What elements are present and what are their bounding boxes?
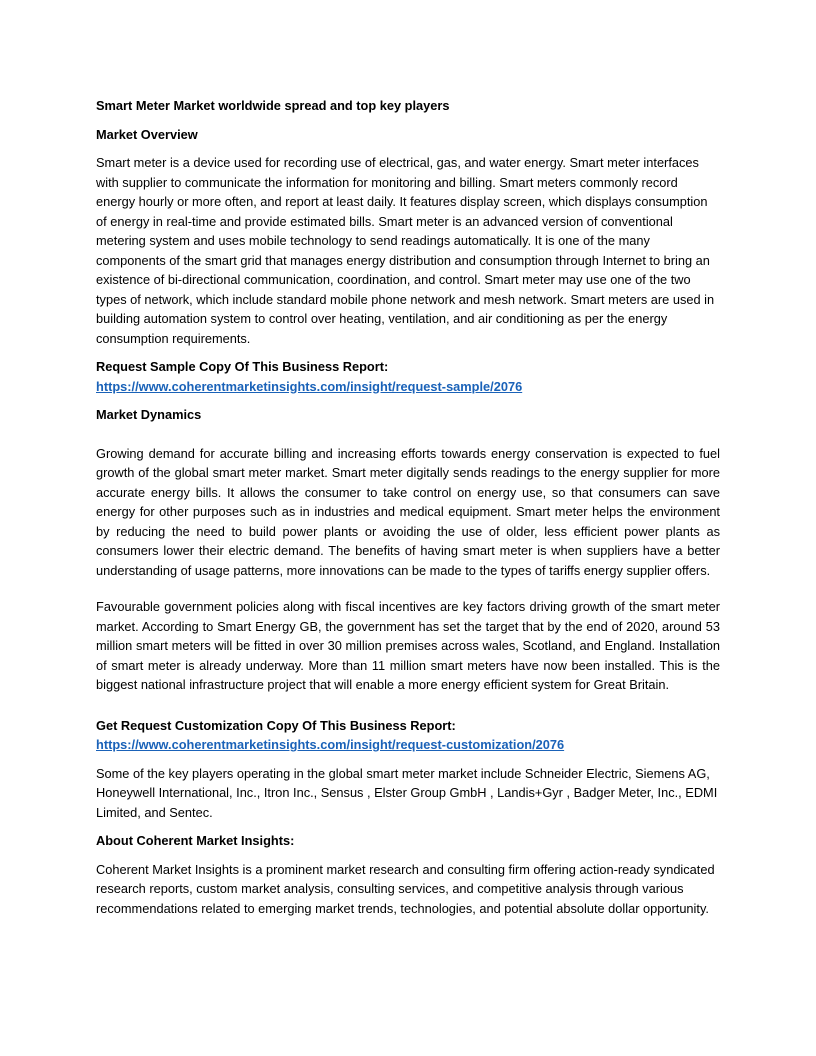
dynamics-paragraph-2: Favourable government policies along with fiscal incentives are key factors driving growth of the smart meter market. According to Smart Energy GB, the government has set the target that by the end of 2020, around 53 million smart meters will be fitted in over 30 million premises across wales, Scotland, and England. Installation of smart meter is already underway. More than 11 million smart meters have now been installed. This is the biggest national infrastructure project that will enable a more energy efficient system for Great Britain. (96, 599, 720, 692)
dynamics-paragraph-1: Growing demand for accurate billing and increasing efforts towards energy conservation is expected to fuel growth of the global smart meter market. Smart meter digitally sends readings to the energy supplier for more accurate energy bills. It allows the consumer to take control on energy use, so that consumers can save energy for other purposes such as in industries and medical equipment. Smart meter helps the environment by reducing the need to build power plants or avoiding the use of older, less efficient power plants as consumers lower their electric demand. The benefits of having smart meter is when suppliers have a better understanding of usage patterns, more innovations can be made to the types of tariffs energy supplier offers. (96, 445, 720, 578)
overview-paragraph: Smart meter is a device used for recording use of electrical, gas, and water energy. Smart meter interfaces with supplier to communicate the information for monitoring and billing. Smart meters commonly record energy hourly or more often, and report at least daily. It features display screen, which displays consumption of energy in real-time and provide estimated bills. Smart meter is an advanced version of conventional metering system and uses mobile technology to send readings automatically. It is one of the many components of the smart grid that manages energy distribution and consumption through Internet to bring an existence of bi-directional communication, coordination, and control. Smart meter may use one of the two types of network, which include standard mobile phone network and mesh network. Smart meters are used in building automation system to control over heating, ventilation, and air conditioning as per the energy consumption requirements. (96, 155, 715, 346)
dynamics-heading: Market Dynamics (96, 407, 202, 422)
document-title: Smart Meter Market worldwide spread and top key players (96, 98, 450, 113)
about-heading: About Coherent Market Insights: (96, 833, 295, 848)
overview-heading: Market Overview (96, 126, 198, 142)
sample-request-label: Request Sample Copy Of This Business Report: (96, 359, 389, 374)
about-paragraph: Coherent Market Insights is a prominent market research and consulting firm offering action-ready syndicated research reports, custom market analysis, consulting services, and competitive analysis through various recommendations related to emerging market trends, technologies, and potential absolute dollar opportunity. (96, 861, 715, 916)
key-players-paragraph: Some of the key players operating in the global smart meter market include Schneider Electric, Siemens AG, Honeywell International, Inc., Itron Inc., Sensus , Elster Group GmbH , Landis+Gyr , Badger Meter, Inc., EDMI Limited, and Sentec. (96, 765, 718, 820)
customization-request-link[interactable]: https://www.coherentmarketinsights.com/insight/request-customization/2076 (96, 737, 565, 752)
customization-request-label: Get Request Customization Copy Of This Business Report: (96, 717, 456, 733)
document-page (96, 96, 720, 918)
sample-request-link[interactable]: https://www.coherentmarketinsights.com/insight/request-sample/2076 (96, 378, 523, 394)
